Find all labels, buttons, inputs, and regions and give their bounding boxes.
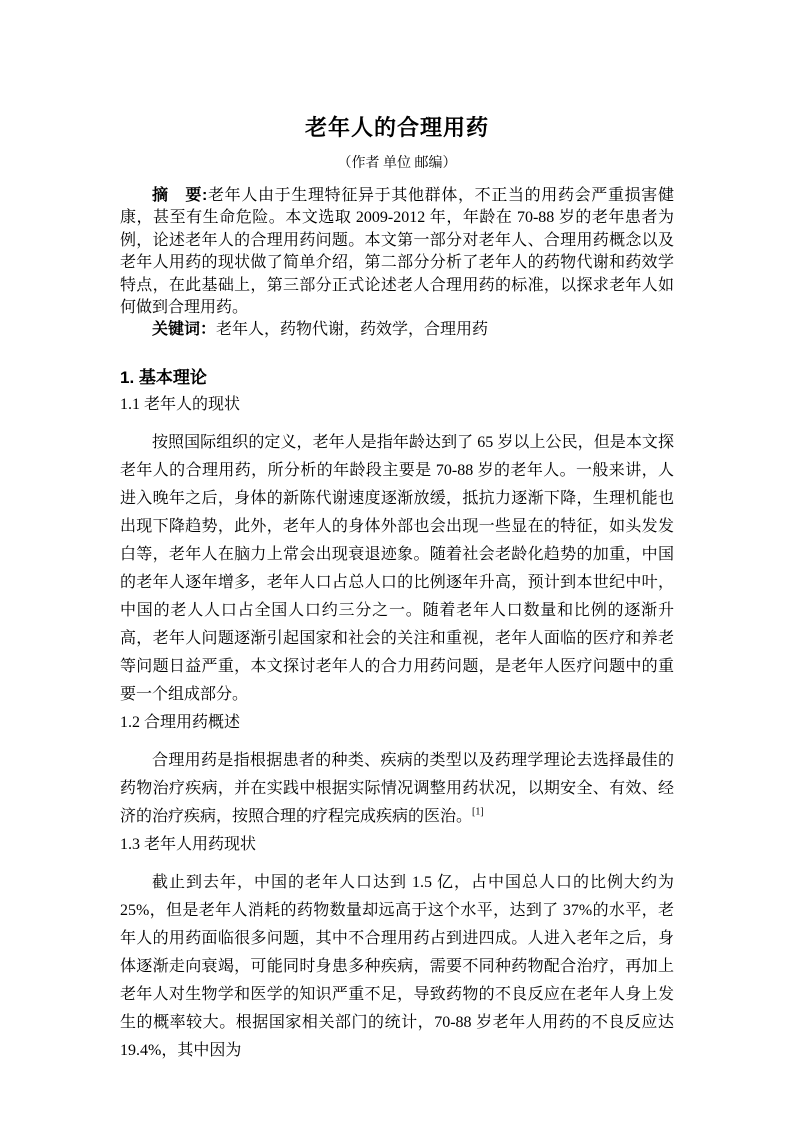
keywords-text: 老年人，药物代谢，药效学，合理用药 [216,321,489,339]
document-title: 老年人的合理用药 [304,115,489,140]
body-paragraph-1-3: 截止到去年，中国的老年人口达到 1.5 亿，占中国总人口的比例大约为 25%，但是老年人消耗的药物数量却远高于这个水平，达到了 37%的水平，老年人的用药面临很多问题，其中不合理用药占到进四成。人进入老年之后，身体逐渐走向衰竭，可能同时身患多种疾病，需要不同种药物配合治疗，再加上老年人对生物学和医学的知识严重不足，导致药物的不良反应在老年人身上发生的概率较大。根据国家相关部门的统计，70-88 岁老年人用药的不良反应达 19.4%，其中因为 [120,873,674,1059]
keywords-label: 关键词： [152,321,217,339]
keywords-paragraph [120,319,674,341]
body-text-1-2: 合理用药是指根据患者的种类、疾病的类型以及药理学理论去选择最佳的药物治疗疾病，并在实践中根据实际情况调整用药状况，以期安全、有效、经济的治疗疾病，按照合理的疗程完成疾病的医治。 [120,751,674,825]
subsection-heading-1-3: 1.3 老年人用药现状 [120,835,257,853]
section-heading-1: 1. 基本理论 [120,367,207,387]
citation-marker: [1] [472,806,484,818]
abstract-text: 老年人由于生理特征异于其他群体，不正当的用药会严重损害健康，甚至有生命危险。本文选取 2009-2012 年，年龄在 70-88 岁的老年患者为例，论述老年人的合理用药问题。本文第一部分对老年人、合理用药概念以及老年人用药的现状做了简单介绍，第二部分分析了老年人的药物代谢和药效学特点，在此基础上，第三部分正式论述老人合理用药的标准，以探求老年人如何做到合理用药。 [120,187,674,317]
abstract-paragraph [120,185,674,319]
subsection-heading-1-1: 1.1 老年人的现状 [120,395,241,413]
body-paragraph-1-1: 按照国际组织的定义，老年人是指年龄达到了 65 岁以上公民，但是本文探老年人的合理用药，所分析的年龄段主要是 70-88 岁的老年人。一般来讲，人进入晚年之后，身体的新陈代谢速度逐渐放缓，抵抗力逐渐下降，生理机能也出现下降趋势，此外，老年人的身体外部也会出现一些显在的特征，如头发发白等，老年人在脑力上常会出现衰退迹象。随着社会老龄化趋势的加重，中国的老年人逐年增多，老年人口占总人口的比例逐年升高，预计到本世纪中叶，中国的老人人口占全国人口约三分之一。随着老年人口数量和比例的逐渐升高，老年人问题逐渐引起国家和社会的关注和重视，老年人面临的医疗和养老等问题日益严重，本文探讨老年人的合力用药问题，是老年人医疗问题中的重要一个组成部分。 [120,433,674,703]
body-paragraph-1-2 [120,747,674,831]
author-line: （作者 单位 邮编） [337,156,457,171]
abstract-label: 摘 要: [152,187,208,204]
subsection-heading-1-2: 1.2 合理用药概述 [120,713,241,731]
